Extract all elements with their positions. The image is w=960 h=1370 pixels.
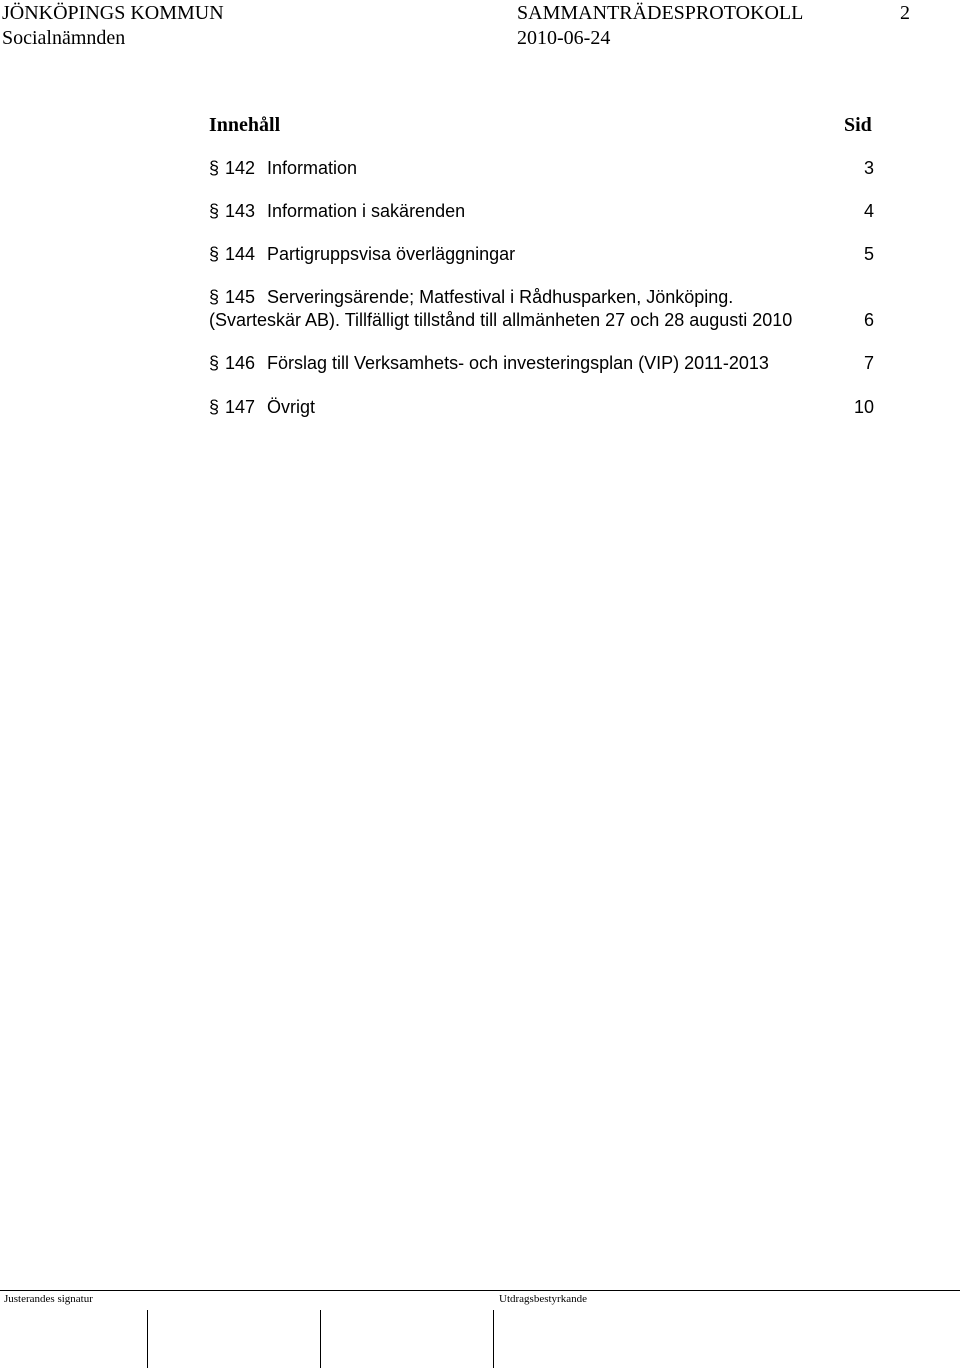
toc-item-page: 5: [863, 244, 874, 264]
document-type: SAMMANTRÄDESPROTOKOLL: [517, 2, 804, 24]
toc-item-title: Serveringsärende; Matfestival i Rådhusparken, Jönköping.: [267, 287, 734, 307]
toc-item-page: 10: [853, 397, 874, 417]
certification-label: Utdragsbestyrkande: [499, 1293, 587, 1305]
section-symbol: §: [209, 353, 220, 373]
toc-item-title: Övrigt: [267, 397, 316, 417]
section-symbol: §: [209, 201, 220, 221]
toc-item: [209, 286, 874, 308]
toc-item-number: 146: [225, 353, 256, 373]
toc-item: [209, 200, 874, 222]
toc-item-number: 142: [225, 158, 256, 178]
toc-item-page: 4: [863, 201, 874, 221]
section-symbol: §: [209, 158, 220, 178]
toc-item-title: Förslag till Verksamhets- och investeringsplan (VIP) 2011-2013: [267, 353, 769, 373]
toc-item-title-continued: (Svarteskär AB). Tillfälligt tillstånd till allmänheten 27 och 28 augusti 2010: [209, 310, 793, 330]
toc-item-continuation: [209, 309, 874, 331]
signature-box-divider: [493, 1310, 494, 1368]
toc-item-title: Information: [267, 158, 358, 178]
toc-item: [209, 396, 874, 418]
toc-item: [209, 157, 874, 179]
section-symbol: §: [209, 244, 220, 264]
toc-item-number: 145: [225, 287, 256, 307]
section-symbol: §: [209, 397, 220, 417]
toc-page-column-header: Sid: [844, 114, 872, 136]
toc-item-title: Information i sakärenden: [267, 201, 466, 221]
toc-title: Innehåll: [209, 114, 281, 136]
toc-item-number: 144: [225, 244, 256, 264]
toc-item-number: 143: [225, 201, 256, 221]
meeting-date: 2010-06-24: [517, 27, 611, 49]
toc-item: [209, 243, 874, 265]
section-symbol: §: [209, 287, 220, 307]
org-name: JÖNKÖPINGS KOMMUN: [2, 2, 224, 24]
footer-divider: [0, 1290, 960, 1291]
toc-item-title: Partigruppsvisa överläggningar: [267, 244, 516, 264]
department-name: Socialnämnden: [2, 27, 126, 49]
toc-item-number: 147: [225, 397, 256, 417]
page-number: 2: [900, 2, 910, 24]
toc-item: [209, 352, 874, 374]
signature-label: Justerandes signatur: [4, 1293, 93, 1305]
signature-box-divider: [320, 1310, 321, 1368]
signature-box-divider: [147, 1310, 148, 1368]
toc-item-page: 6: [863, 310, 874, 330]
toc-item-page: 7: [863, 353, 874, 373]
toc-item-page: 3: [863, 158, 874, 178]
